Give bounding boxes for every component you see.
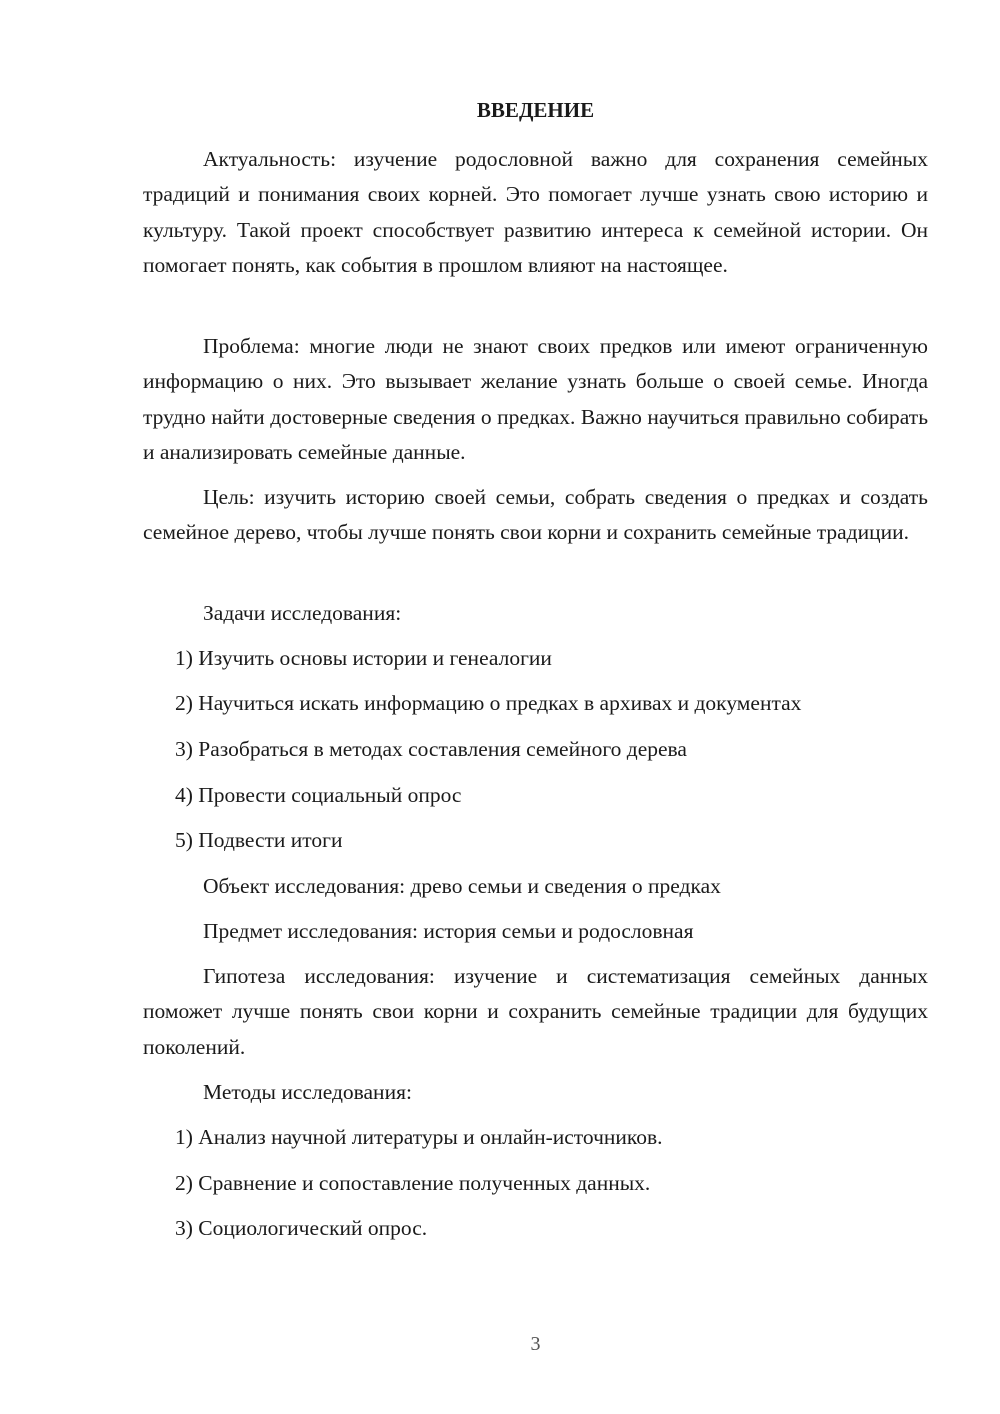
task-item: 2) Научиться искать информацию о предках в архивах и документах <box>175 691 802 715</box>
hypothesis-paragraph: Гипотеза исследования: изучение и систематизация семейных данных поможет лучше понять свои корни и сохранить семейные традиции для будущих поколений. <box>143 964 928 1059</box>
page-number: 3 <box>530 1333 541 1355</box>
task-item: 3) Разобраться в методах составления семейного дерева <box>175 737 687 761</box>
relevance-paragraph: Актуальность: изучение родословной важно для сохранения семейных традиций и понимания своих корней. Это помогает лучше узнать свою историю и культуру. Такой проект способствует развитию интереса к семейной истории. Он помогает понять, как события в прошлом влияют на настоящее. <box>143 147 928 277</box>
task-item: 4) Провести социальный опрос <box>175 783 462 807</box>
method-item: 1) Анализ научной литературы и онлайн-источников. <box>175 1125 663 1149</box>
task-item: 1) Изучить основы истории и генеалогии <box>175 646 552 670</box>
method-item: 3) Социологический опрос. <box>175 1216 428 1240</box>
goal-paragraph: Цель: изучить историю своей семьи, собрать сведения о предках и создать семейное дерево, чтобы лучше понять свои корни и сохранить семейные традиции. <box>143 485 928 545</box>
page-title: ВВЕДЕНИЕ <box>476 98 595 122</box>
problem-paragraph: Проблема: многие люди не знают своих предков или имеют ограниченную информацию о них. Это вызывает желание узнать больше о своей семье. Иногда трудно найти достоверные сведения о предках. Важно научиться правильно собирать и анализировать семейные данные. <box>143 334 928 464</box>
task-item: 5) Подвести итоги <box>175 828 343 852</box>
research-object: Объект исследования: древо семьи и сведения о предках <box>203 874 721 898</box>
method-item: 2) Сравнение и сопоставление полученных данных. <box>175 1171 651 1195</box>
research-subject: Предмет исследования: история семьи и родословная <box>203 919 694 943</box>
methods-label: Методы исследования: <box>203 1080 412 1104</box>
tasks-label: Задачи исследования: <box>203 601 402 625</box>
